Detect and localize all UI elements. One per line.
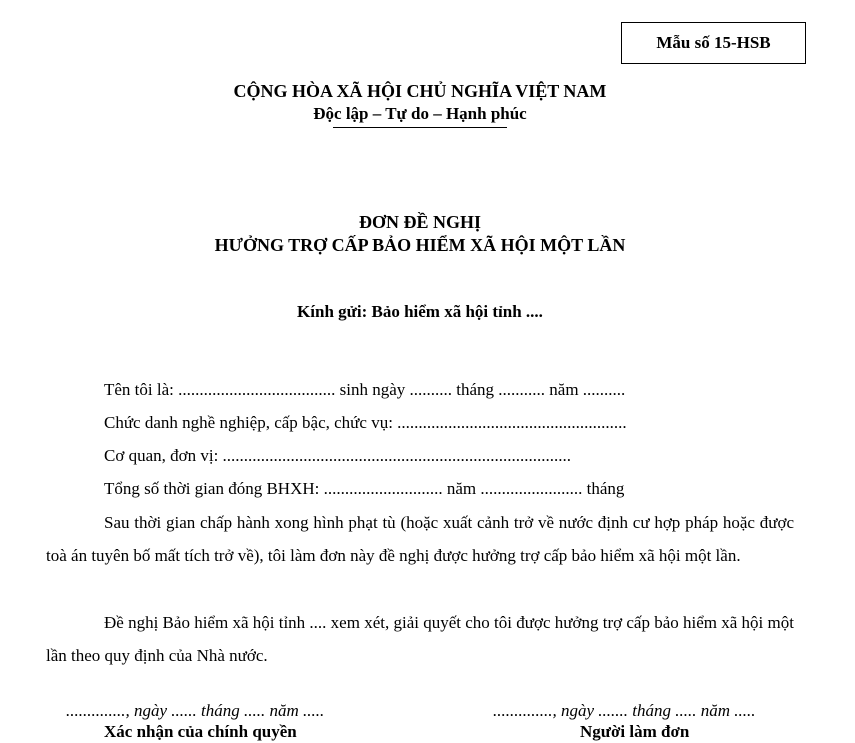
recipient-line: Kính gửi: Bảo hiểm xã hội tỉnh .... (297, 302, 543, 321)
right-signature-date: .............., ngày ....... tháng ..... năm ..... (493, 701, 756, 720)
name-field-line: Tên tôi là: ..................................... sinh ngày .......... tháng ........... năm .......... (104, 380, 626, 399)
national-title: CỘNG HÒA XÃ HỘI CHỦ NGHĨA VIỆT NAM (233, 81, 607, 101)
body-paragraph-2: Đề nghị Bảo hiểm xã hội tỉnh .... xem xét, giải quyết cho tôi được hưởng trợ cấp bảo hiểm xã hội một lần theo quy định của Nhà nước. (46, 613, 794, 665)
motto-underline (333, 127, 507, 128)
total-time-field-line: Tổng số thời gian đóng BHXH: ............................ năm ........................ tháng (104, 479, 625, 498)
left-signature-date: .............., ngày ...... tháng ..... năm ..... (66, 701, 325, 720)
left-signature-title: Xác nhận của chính quyền (104, 722, 297, 741)
document-title: ĐƠN ĐỀ NGHỊ (358, 212, 481, 232)
position-field-line: Chức danh nghề nghiệp, cấp bậc, chức vụ: ...................................................... (104, 413, 627, 432)
document-subtitle: HƯỞNG TRỢ CẤP BẢO HIỂM XÃ HỘI MỘT LẦN (214, 235, 626, 255)
right-signature-title: Người làm đơn (580, 722, 690, 741)
body-paragraph-1: Sau thời gian chấp hành xong hình phạt tù (hoặc xuất cảnh trở về nước định cư hợp pháp hoặc được toà án tuyên bố mất tích trở về), tôi làm đơn này đề nghị được hưởng trợ cấp bảo hiểm xã hội một lần. (46, 513, 794, 565)
form-code-box: Mẫu số 15-HSB (621, 22, 806, 64)
national-motto: Độc lập – Tự do – Hạnh phúc (313, 104, 527, 123)
agency-field-line: Cơ quan, đơn vị: .................................................................................. (104, 446, 572, 465)
